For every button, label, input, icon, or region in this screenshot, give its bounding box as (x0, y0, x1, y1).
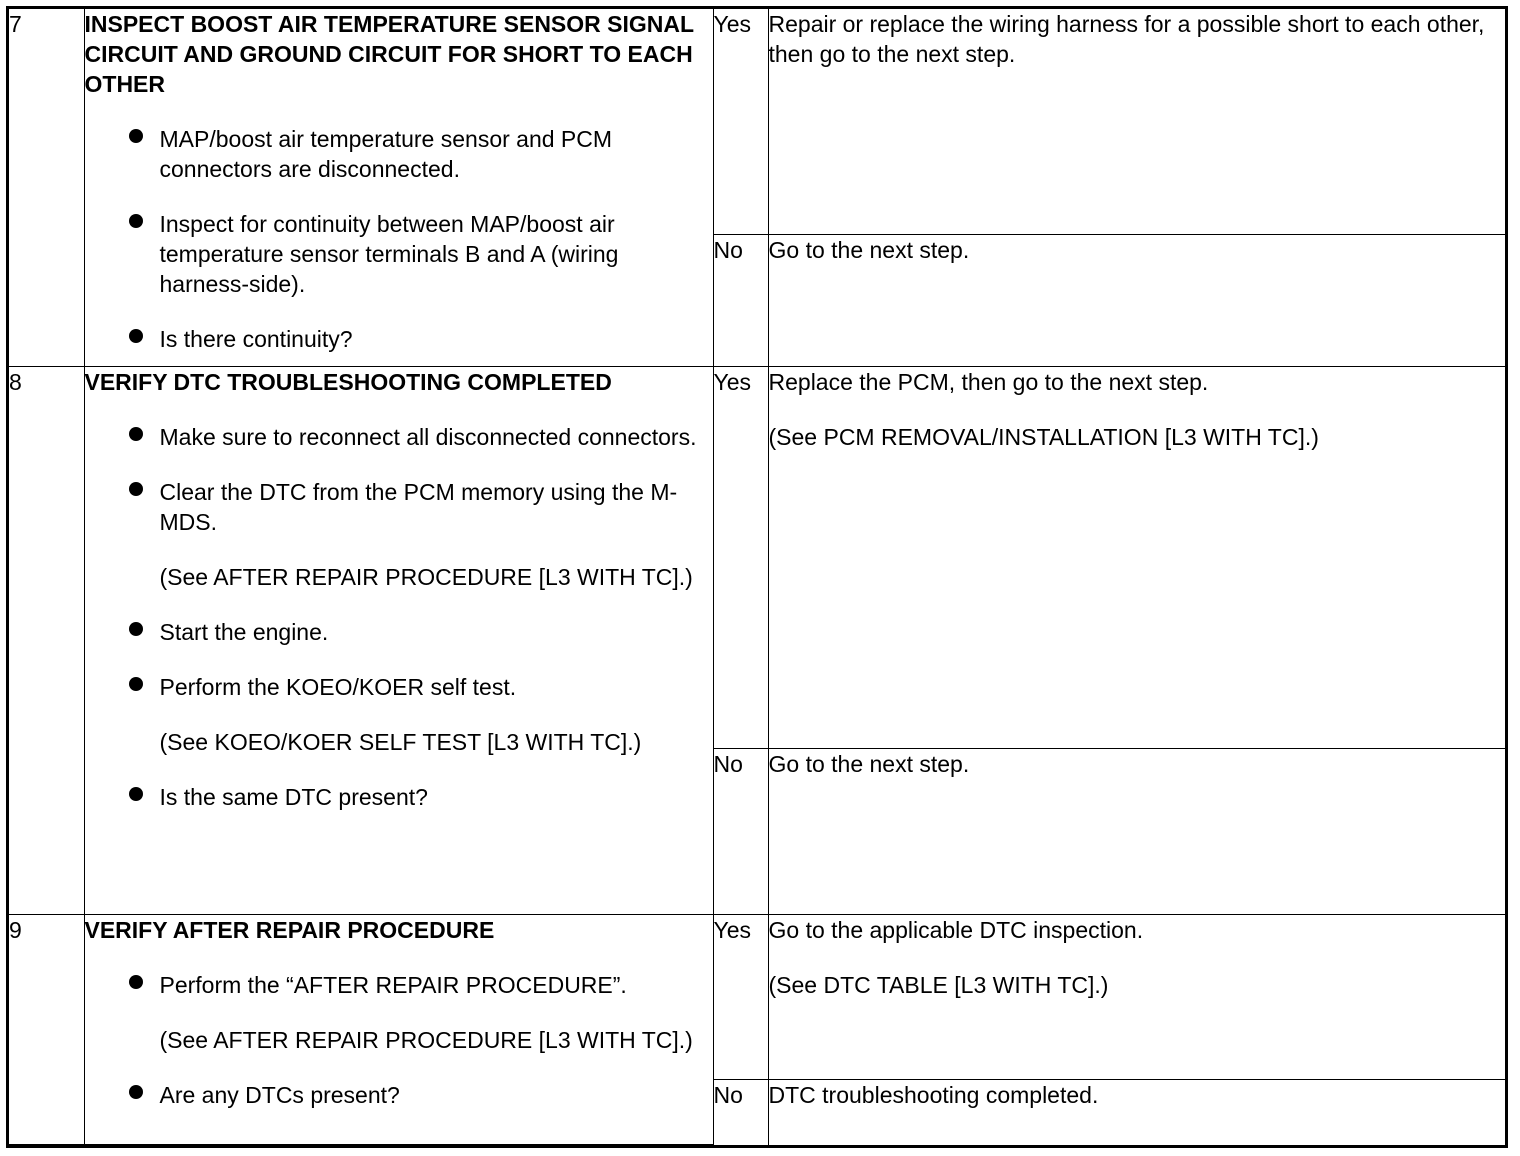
bullet-icon (129, 622, 143, 636)
bullet-icon (129, 427, 143, 441)
no-label: No (713, 748, 768, 914)
bullet-icon (129, 482, 143, 496)
step-title: VERIFY AFTER REPAIR PROCEDURE (84, 916, 495, 943)
no-label: No (713, 1079, 768, 1145)
yes-action-text: Repair or replace the wiring harness for a possible short to each other, then go to the next step. (768, 11, 1485, 67)
checklist-item-text: Start the engine. (159, 618, 329, 645)
bullet-icon (129, 329, 143, 343)
yes-action-text: Replace the PCM, then go to the next step. (768, 368, 1209, 395)
checklist-item (85, 209, 713, 299)
checklist-item-text: Perform the KOEO/KOER self test. (159, 673, 517, 700)
checklist-item-text: Inspect for continuity between MAP/boost air temperature sensor terminals B and A (wiring harness-side). (159, 211, 619, 297)
bullet-icon (129, 975, 143, 989)
reference-note: (See AFTER REPAIR PROCEDURE [L3 WITH TC].) (159, 563, 693, 590)
checklist-item-text: MAP/boost air temperature sensor and PCM connectors are disconnected. (159, 126, 613, 182)
step-number: 8 (9, 366, 84, 914)
step-number: 7 (9, 9, 84, 366)
checklist-item (85, 1080, 713, 1110)
checklist-item (85, 124, 713, 184)
checklist-item (85, 324, 713, 354)
step-9-yes-row (9, 914, 1505, 1079)
troubleshooting-steps-table (9, 9, 1505, 1145)
checklist-item-text: Make sure to reconnect all disconnected connectors. (159, 423, 697, 450)
yes-label: Yes (713, 914, 768, 1079)
checklist-item (85, 782, 713, 812)
checklist-item (85, 970, 713, 1055)
yes-action-reference: (See DTC TABLE [L3 WITH TC].) (768, 971, 1109, 998)
no-action (768, 1079, 1505, 1145)
yes-action-text: Go to the applicable DTC inspection. (768, 916, 1144, 943)
bullet-icon (129, 214, 143, 228)
no-action (768, 748, 1505, 914)
bullet-icon (129, 677, 143, 691)
bullet-icon (129, 787, 143, 801)
checklist-item (85, 422, 713, 452)
step-8-yes-row (9, 366, 1505, 748)
checklist-item-text: Is there continuity? (159, 326, 353, 352)
step-9-checklist (85, 970, 713, 1110)
reference-note: (See KOEO/KOER SELF TEST [L3 WITH TC].) (159, 728, 642, 755)
checklist-item (85, 617, 713, 647)
reference-note: (See AFTER REPAIR PROCEDURE [L3 WITH TC].) (159, 1026, 693, 1053)
checklist-item-text: Perform the “AFTER REPAIR PROCEDURE”. (159, 971, 627, 998)
no-label: No (713, 234, 768, 366)
step-title: INSPECT BOOST AIR TEMPERATURE SENSOR SIGNAL CIRCUIT AND GROUND CIRCUIT FOR SHORT TO EACH OTHER (84, 11, 694, 97)
yes-label: Yes (713, 9, 768, 234)
step-7-procedure (84, 9, 713, 366)
step-9-procedure (84, 914, 713, 1145)
yes-action (768, 366, 1505, 748)
step-number: 9 (9, 914, 84, 1145)
no-action-text: DTC troubleshooting completed. (768, 1081, 1099, 1108)
step-8-checklist (85, 422, 713, 812)
checklist-item-text: Clear the DTC from the PCM memory using the M-MDS. (159, 478, 678, 535)
yes-action-reference: (See PCM REMOVAL/INSTALLATION [L3 WITH TC].) (768, 423, 1319, 450)
yes-action (768, 9, 1505, 234)
no-action-text: Go to the next step. (768, 236, 970, 263)
yes-label: Yes (713, 366, 768, 748)
step-7-checklist (85, 124, 713, 354)
checklist-item (85, 477, 713, 592)
step-8-procedure (84, 366, 713, 914)
step-7-yes-row (9, 9, 1505, 234)
bullet-icon (129, 129, 143, 143)
checklist-item (85, 672, 713, 757)
checklist-item-text: Is the same DTC present? (159, 783, 428, 810)
troubleshooting-table-sheet (6, 6, 1508, 1148)
checklist-item-text: Are any DTCs present? (159, 1081, 400, 1108)
no-action (768, 234, 1505, 366)
step-title: VERIFY DTC TROUBLESHOOTING COMPLETED (84, 368, 612, 395)
bullet-icon (129, 1085, 143, 1099)
yes-action (768, 914, 1505, 1079)
no-action-text: Go to the next step. (768, 750, 970, 777)
